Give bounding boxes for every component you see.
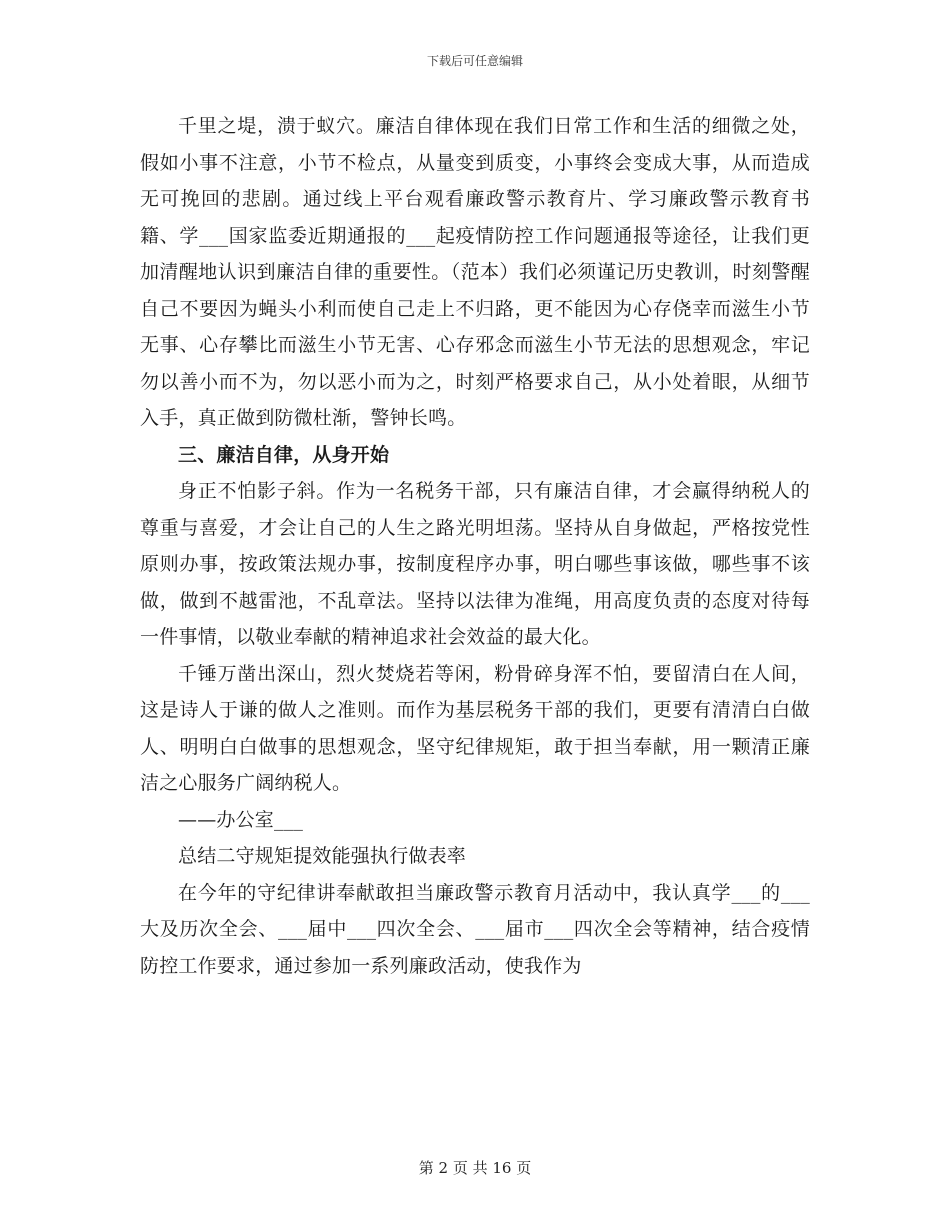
paragraph: 身正不怕影子斜。作为一名税务干部，只有廉洁自律，才会赢得纳税人的尊重与喜爱，才会让自己的人生之路光明坦荡。坚持从自身做起，严格按党性原则办事，按政策法规办事，按制度程序办事，明白哪些事该做，哪些事不该做，做到不越雷池，不乱章法。坚持以法律为准绳，用高度负责的态度对待每一件事情，以敬业奉献的精神追求社会效益的最大化。 (140, 480, 810, 648)
section-heading: 三、廉洁自律，从身开始 (178, 443, 390, 466)
header-note: 下载后可任意编辑 (426, 54, 523, 68)
page-number: 第 2 页 共 16 页 (418, 1159, 532, 1177)
paragraph: 千锤万凿出深山，烈火焚烧若等闲，粉骨碎身浑不怕，要留清白在人间，这是诗人于谦的做人之准则。而作为基层税务干部的我们，更要有清清白白做人、明明白白做事的思想观念，坚守纪律规矩，敢于担当奉献，用一颗清正廉洁之心服务广阔纳税人。 (140, 662, 810, 794)
summary-title: 总结二守规矩提效能强执行做表率 (178, 845, 467, 867)
document-body (140, 108, 810, 984)
signature-line: ——办公室___ (178, 808, 304, 831)
paragraph: 在今年的守纪律讲奉献敢担当廉政警示教育月活动中，我认真学___的___大及历次全会、___届中___四次全会、___届市___四次全会等精神，结合疫情防控工作要求，通过参加一系列廉政活动，使我作为 (140, 881, 810, 977)
paragraph: 千里之堤，溃于蚁穴。廉洁自律体现在我们日常工作和生活的细微之处，假如小事不注意，小节不检点，从量变到质变，小事终会变成大事，从而造成无可挽回的悲剧。通过线上平台观看廉政警示教育片、学习廉政警示教育书籍、学___国家监委近期通报的___起疫情防控工作问题通报等途径，让我们更加清醒地认识到廉洁自律的重要性。（范本）我们必须谨记历史教训，时刻警醒自己不要因为蝇头小利而使自己走上不归路，更不能因为心存侥幸而滋生小节无事、心存攀比而滋生小节无害、心存邪念而滋生小节无法的思想观念，牢记勿以善小而不为，勿以恶小而为之，时刻严格要求自己，从小处着眼，从细节入手，真正做到防微杜渐，警钟长鸣。 (140, 115, 810, 429)
